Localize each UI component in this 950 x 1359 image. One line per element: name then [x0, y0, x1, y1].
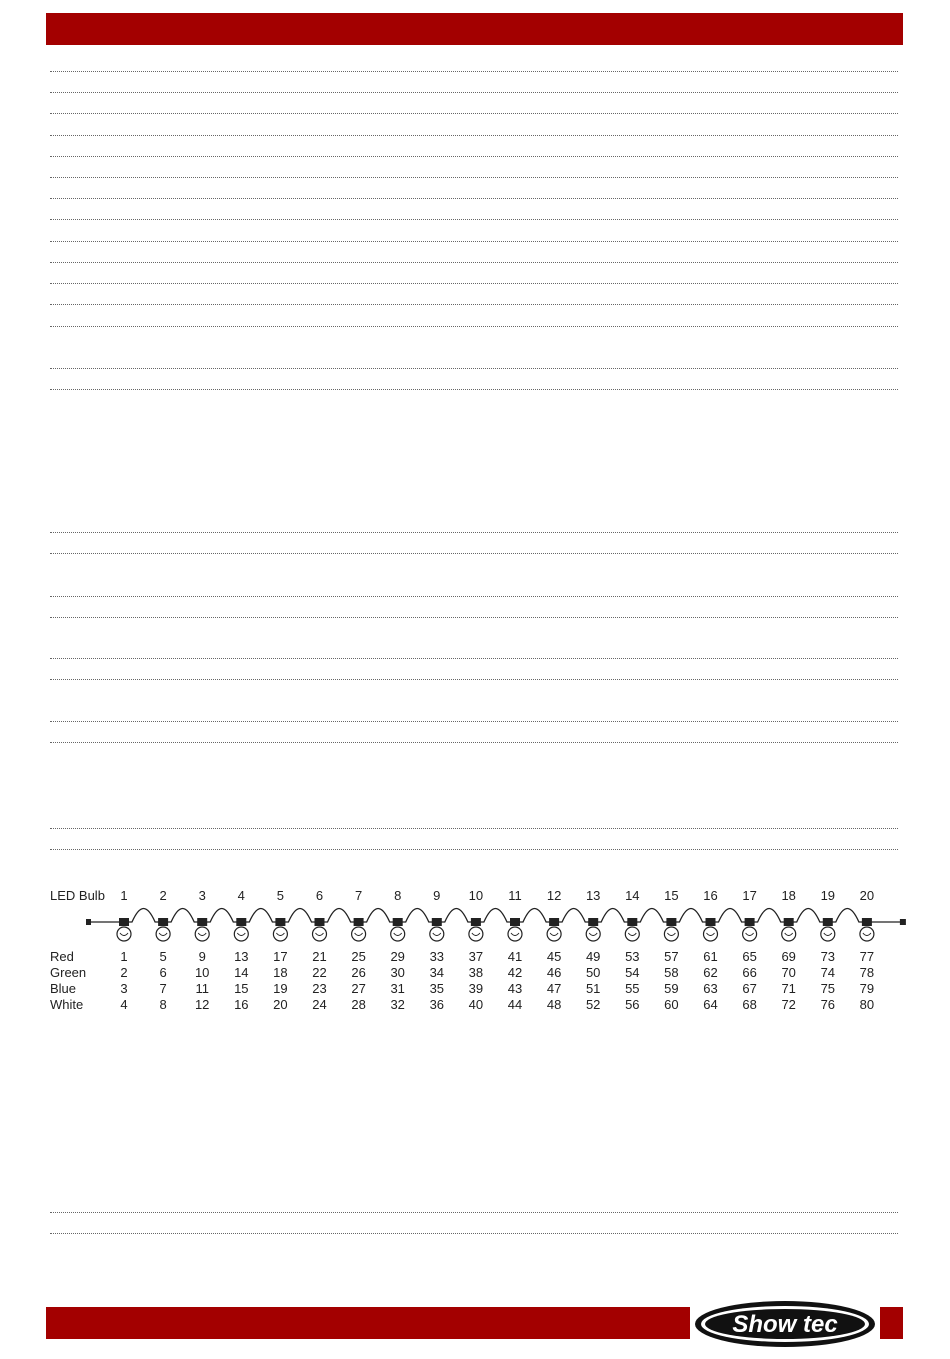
- dmx-channel-value: 47: [546, 981, 562, 996]
- ruled-line: [50, 849, 898, 850]
- ruled-line: [50, 1233, 898, 1234]
- led-bulb: [860, 927, 874, 941]
- dmx-channel-value: 14: [234, 965, 249, 980]
- bulb-number: 18: [781, 888, 796, 903]
- dmx-channel-value: 18: [273, 965, 288, 980]
- dmx-channel-value: 55: [625, 981, 640, 996]
- dmx-channel-value: 67: [742, 981, 757, 996]
- bulb-number: 20: [859, 888, 875, 903]
- dmx-channel-value: 72: [781, 997, 796, 1012]
- led-bulb: [430, 927, 444, 941]
- bulb-number: 3: [198, 888, 206, 903]
- dmx-channel-value: 27: [351, 981, 366, 996]
- dmx-channel-value: 20: [273, 997, 288, 1012]
- dmx-channel-value: 31: [390, 981, 405, 996]
- ruled-line: [50, 532, 898, 533]
- led-bulb: [469, 927, 483, 941]
- dmx-channel-value: 33: [429, 949, 445, 964]
- dmx-channel-value: 52: [585, 997, 601, 1012]
- dmx-channel-value: 50: [585, 965, 601, 980]
- ruled-line: [50, 135, 898, 136]
- dmx-channel-value: 44: [507, 997, 523, 1012]
- bulb-number: 12: [546, 888, 562, 903]
- bulb-socket: [784, 918, 794, 926]
- bulb-socket: [158, 918, 168, 926]
- header-bar: [46, 13, 903, 45]
- dmx-channel-value: 75: [820, 981, 836, 996]
- dmx-channel-value: 6: [159, 965, 167, 980]
- channel-row-label: Red: [50, 949, 74, 964]
- cable-connector: [900, 919, 906, 925]
- bulb-socket: [706, 918, 716, 926]
- dmx-channel-value: 36: [429, 997, 445, 1012]
- bulb-socket: [315, 918, 325, 926]
- dmx-channel-value: 68: [742, 997, 757, 1012]
- bulb-number: 8: [394, 888, 402, 903]
- dmx-channel-value: 66: [742, 965, 757, 980]
- dmx-channel-value: 80: [859, 997, 875, 1012]
- dmx-channel-value: 22: [312, 965, 327, 980]
- ruled-line: [50, 304, 898, 305]
- dmx-channel-value: 78: [859, 965, 875, 980]
- dmx-channel-value: 53: [625, 949, 640, 964]
- led-bulb: [586, 927, 600, 941]
- bulb-number: 2: [159, 888, 167, 903]
- ruled-line: [50, 368, 898, 369]
- dmx-channel-value: 54: [625, 965, 640, 980]
- bulb-socket: [471, 918, 481, 926]
- led-bulb: [625, 927, 639, 941]
- bulb-number: 5: [276, 888, 284, 903]
- dmx-channel-value: 5: [159, 949, 167, 964]
- ruled-line: [50, 1212, 898, 1213]
- dmx-channel-value: 56: [625, 997, 640, 1012]
- dmx-channel-value: 64: [703, 997, 718, 1012]
- dmx-channel-value: 17: [273, 949, 288, 964]
- dmx-channel-value: 32: [390, 997, 405, 1012]
- ruled-line: [50, 262, 898, 263]
- dmx-channel-value: 12: [194, 997, 210, 1012]
- dmx-channel-value: 76: [820, 997, 836, 1012]
- bulb-socket: [588, 918, 598, 926]
- cable: [88, 909, 903, 923]
- ruled-line: [50, 177, 898, 178]
- showtec-logo: [692, 1298, 878, 1350]
- ruled-line: [50, 596, 898, 597]
- channel-row-label: White: [50, 997, 84, 1012]
- bulb-number: 14: [625, 888, 640, 903]
- dmx-channel-value: 2: [120, 965, 128, 980]
- dmx-channel-value: 79: [859, 981, 875, 996]
- dmx-channel-value: 7: [159, 981, 167, 996]
- dmx-channel-value: 24: [312, 997, 327, 1012]
- led-bulb: [195, 927, 209, 941]
- dmx-channel-value: 45: [546, 949, 562, 964]
- ruled-line: [50, 113, 898, 114]
- ruled-line: [50, 828, 898, 829]
- bulb-number: 17: [742, 888, 757, 903]
- ruled-line: [50, 389, 898, 390]
- dmx-channel-value: 4: [120, 997, 128, 1012]
- bulb-number: 16: [703, 888, 718, 903]
- footer-page-tab: [880, 1307, 903, 1339]
- led-bulb: [234, 927, 248, 941]
- ruled-line: [50, 658, 898, 659]
- led-bulb: [391, 927, 405, 941]
- led-bulb: [821, 927, 835, 941]
- channel-row-label: Green: [50, 965, 87, 980]
- led-bulb: [313, 927, 327, 941]
- ruled-line: [50, 721, 898, 722]
- dmx-channel-value: 60: [664, 997, 679, 1012]
- led-bulb-header-label: LED Bulb: [50, 888, 105, 903]
- dmx-channel-value: 26: [351, 965, 366, 980]
- bulb-number: 11: [508, 888, 522, 903]
- dmx-channel-value: 61: [703, 949, 718, 964]
- dmx-channel-value: 37: [468, 949, 484, 964]
- dmx-channel-value: 69: [781, 949, 796, 964]
- bulb-socket: [432, 918, 442, 926]
- bulb-number: 7: [354, 888, 363, 903]
- ruled-line: [50, 198, 898, 199]
- dmx-channel-value: 15: [234, 981, 249, 996]
- ruled-line: [50, 156, 898, 157]
- bulb-socket: [236, 918, 246, 926]
- bulb-number: 1: [120, 888, 128, 903]
- bulb-socket: [745, 918, 755, 926]
- dmx-channel-value: 16: [234, 997, 249, 1012]
- bulb-socket: [862, 918, 872, 926]
- led-bulb: [156, 927, 170, 941]
- bulb-number: 4: [237, 888, 245, 903]
- dmx-channel-value: 28: [351, 997, 366, 1012]
- led-bulb: [508, 927, 522, 941]
- channel-row-label: Blue: [50, 981, 77, 996]
- dmx-channel-value: 43: [507, 981, 523, 996]
- dmx-channel-value: 57: [664, 949, 679, 964]
- led-bulb: [273, 927, 287, 941]
- dmx-channel-value: 40: [468, 997, 484, 1012]
- bulb-socket: [119, 918, 129, 926]
- dmx-channel-value: 63: [703, 981, 718, 996]
- dmx-channel-value: 70: [781, 965, 796, 980]
- bulb-number: 15: [664, 888, 679, 903]
- led-bulb: [117, 927, 131, 941]
- footer-bar: [46, 1307, 690, 1339]
- ruled-line: [50, 92, 898, 93]
- cable-connector: [86, 919, 91, 925]
- bulb-socket: [666, 918, 676, 926]
- led-bulb: [352, 927, 366, 941]
- dmx-channel-value: 8: [159, 997, 167, 1012]
- dmx-channel-value: 71: [781, 981, 796, 996]
- dmx-channel-value: 13: [234, 949, 249, 964]
- dmx-channel-value: 29: [390, 949, 405, 964]
- dmx-channel-value: 49: [585, 949, 601, 964]
- dmx-channel-value: 3: [120, 981, 128, 996]
- dmx-channel-value: 42: [507, 965, 523, 980]
- dmx-channel-value: 11: [195, 981, 209, 996]
- dmx-channel-value: 25: [351, 949, 366, 964]
- dmx-channel-value: 30: [390, 965, 405, 980]
- bulb-number: 10: [468, 888, 484, 903]
- dmx-channel-value: 21: [312, 949, 327, 964]
- bulb-socket: [549, 918, 559, 926]
- led-bulb: [664, 927, 678, 941]
- ruled-line: [50, 326, 898, 327]
- bulb-socket: [354, 918, 364, 926]
- dmx-channel-value: 41: [507, 949, 523, 964]
- ruled-line: [50, 617, 898, 618]
- dmx-channel-value: 74: [820, 965, 836, 980]
- dmx-channel-value: 35: [429, 981, 445, 996]
- led-bulb: [547, 927, 561, 941]
- logo-text: Show tec: [732, 1311, 838, 1338]
- dmx-channel-value: 59: [664, 981, 679, 996]
- led-bulb: [704, 927, 718, 941]
- dmx-channel-value: 34: [429, 965, 445, 980]
- led-bulb: [782, 927, 796, 941]
- bulb-socket: [627, 918, 637, 926]
- ruled-line: [50, 283, 898, 284]
- ruled-line: [50, 679, 898, 680]
- dmx-channel-value: 1: [120, 949, 128, 964]
- led-string-diagram: [86, 900, 906, 950]
- dmx-channel-value: 62: [703, 965, 718, 980]
- bulb-socket: [197, 918, 207, 926]
- dmx-channel-value: 77: [859, 949, 875, 964]
- bulb-socket: [393, 918, 403, 926]
- bulb-number: 6: [315, 888, 324, 903]
- ruled-line: [50, 742, 898, 743]
- dmx-channel-value: 23: [312, 981, 327, 996]
- dmx-channel-value: 65: [742, 949, 757, 964]
- dmx-channel-value: 38: [468, 965, 484, 980]
- dmx-channel-value: 73: [820, 949, 836, 964]
- ruled-line: [50, 553, 898, 554]
- ruled-line: [50, 219, 898, 220]
- bulb-number: 9: [433, 888, 441, 903]
- dmx-channel-value: 51: [585, 981, 601, 996]
- dmx-channel-value: 46: [546, 965, 562, 980]
- bulb-socket: [510, 918, 520, 926]
- bulb-socket: [275, 918, 285, 926]
- dmx-channel-value: 9: [198, 949, 206, 964]
- dmx-channel-value: 39: [468, 981, 484, 996]
- dmx-channel-value: 58: [664, 965, 679, 980]
- bulb-number: 19: [820, 888, 836, 903]
- ruled-line: [50, 71, 898, 72]
- bulb-number: 13: [585, 888, 601, 903]
- ruled-line: [50, 241, 898, 242]
- dmx-channel-value: 48: [546, 997, 562, 1012]
- bulb-socket: [823, 918, 833, 926]
- dmx-channel-value: 19: [273, 981, 288, 996]
- dmx-channel-value: 10: [194, 965, 210, 980]
- led-bulb: [743, 927, 757, 941]
